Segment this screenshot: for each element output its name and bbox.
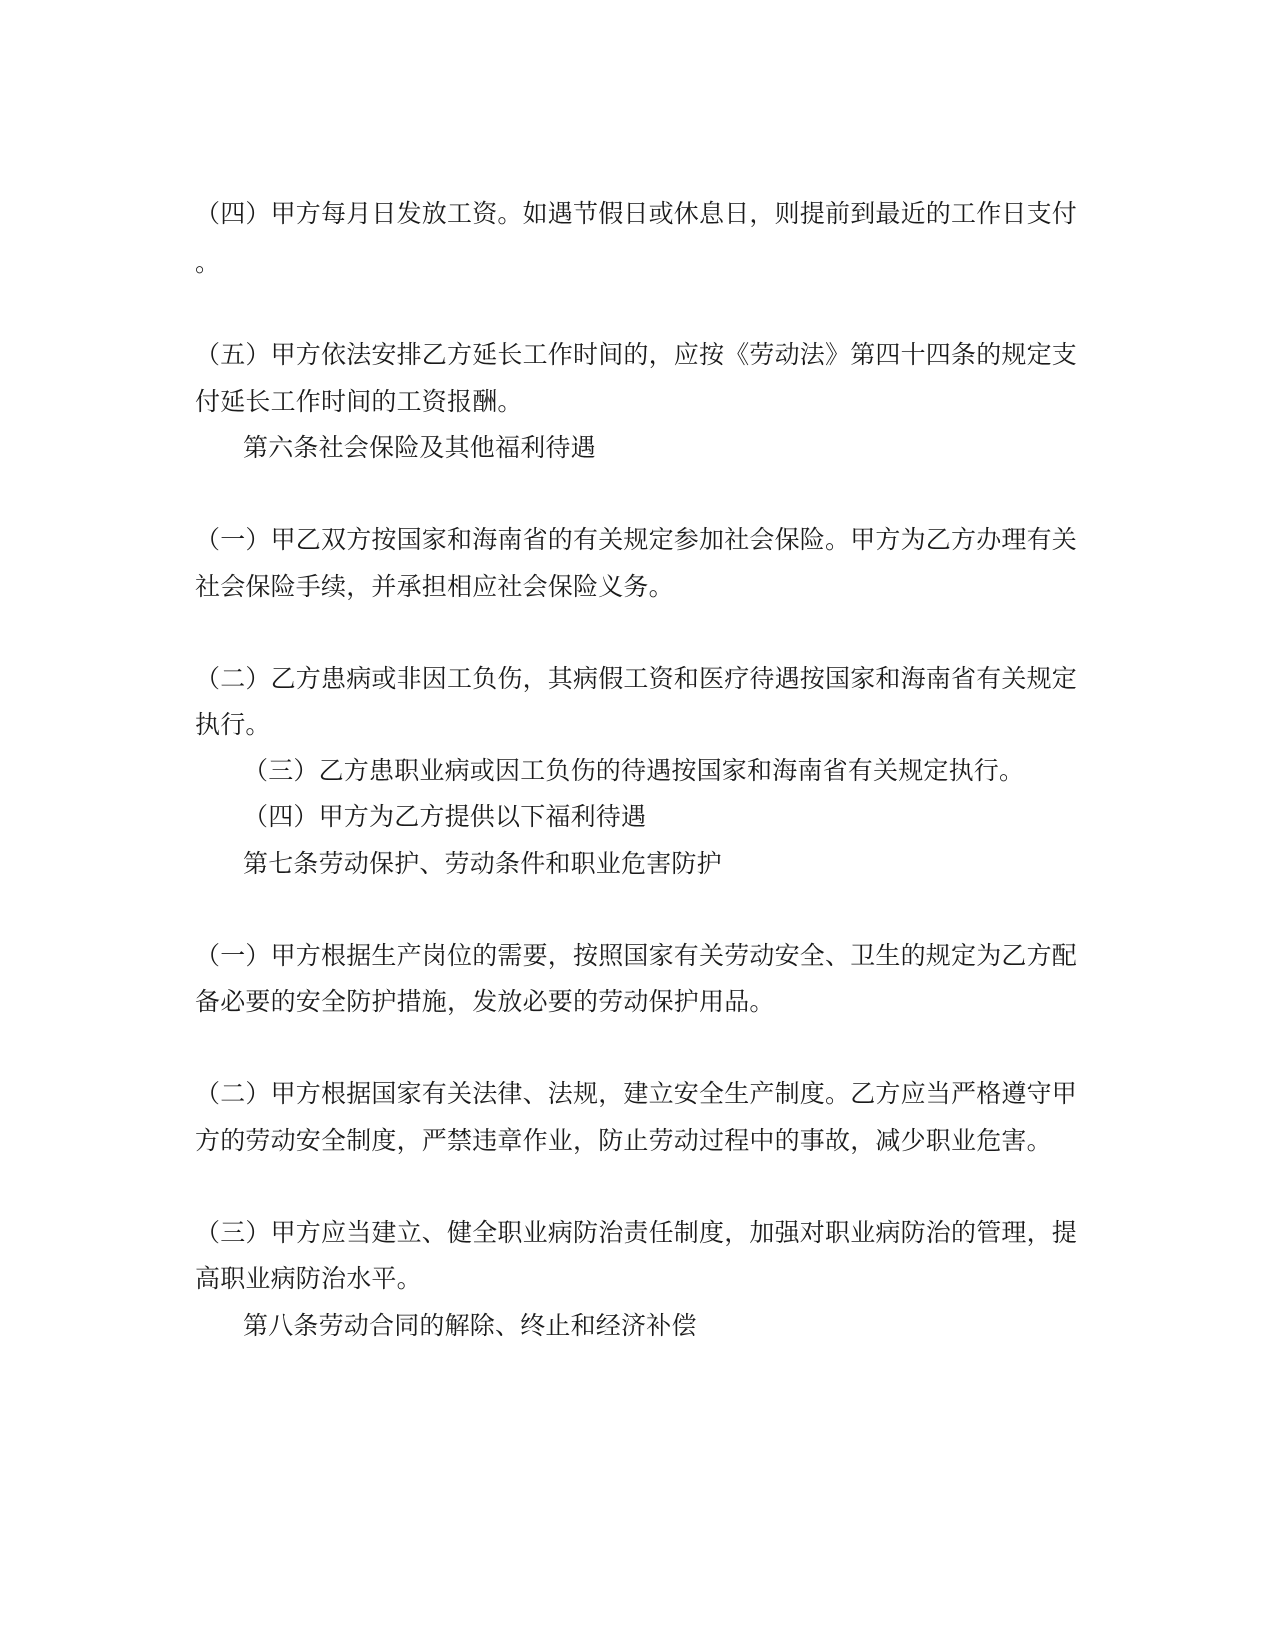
paragraph-line: 执行。 (195, 710, 271, 739)
paragraph-line: 方的劳动安全制度，严禁违章作业，防止劳动过程中的事故，减少职业危害。 (195, 1126, 1052, 1155)
paragraph-line: （三）甲方应当建立、健全职业病防治责任制度，加强对职业病防治的管理，提 (195, 1218, 1078, 1247)
section-heading: 第七条劳动保护、劳动条件和职业危害防护 (243, 849, 722, 878)
paragraph-line: （二）乙方患病或非因工负伤，其病假工资和医疗待遇按国家和海南省有关规定 (195, 664, 1078, 693)
paragraph-line: （三）乙方患职业病或因工负伤的待遇按国家和海南省有关规定执行。 (243, 756, 1025, 785)
section-heading: 第八条劳动合同的解除、终止和经济补偿 (243, 1311, 697, 1340)
section-heading: 第六条社会保险及其他福利待遇 (243, 433, 596, 462)
paragraph-line: （四）甲方为乙方提供以下福利待遇 (243, 802, 647, 831)
paragraph-line: （四）甲方每月日发放工资。如遇节假日或休息日，则提前到最近的工作日支付 (195, 199, 1078, 228)
paragraph-line: 备必要的安全防护措施，发放必要的劳动保护用品。 (195, 987, 775, 1016)
paragraph-line: 。 (195, 248, 221, 277)
paragraph-line: （一）甲方根据生产岗位的需要，按照国家有关劳动安全、卫生的规定为乙方配 (195, 941, 1078, 970)
paragraph-line: 付延长工作时间的工资报酬。 (195, 387, 523, 416)
paragraph-line: （二）甲方根据国家有关法律、法规，建立安全生产制度。乙方应当严格遵守甲 (195, 1079, 1078, 1108)
paragraph-line: （一）甲乙双方按国家和海南省的有关规定参加社会保险。甲方为乙方办理有关 (195, 525, 1078, 554)
paragraph-line: （五）甲方依法安排乙方延长工作时间的，应按《劳动法》第四十四条的规定支 (195, 340, 1078, 369)
paragraph-line: 社会保险手续，并承担相应社会保险义务。 (195, 572, 674, 601)
paragraph-line: 高职业病防治水平。 (195, 1264, 422, 1293)
